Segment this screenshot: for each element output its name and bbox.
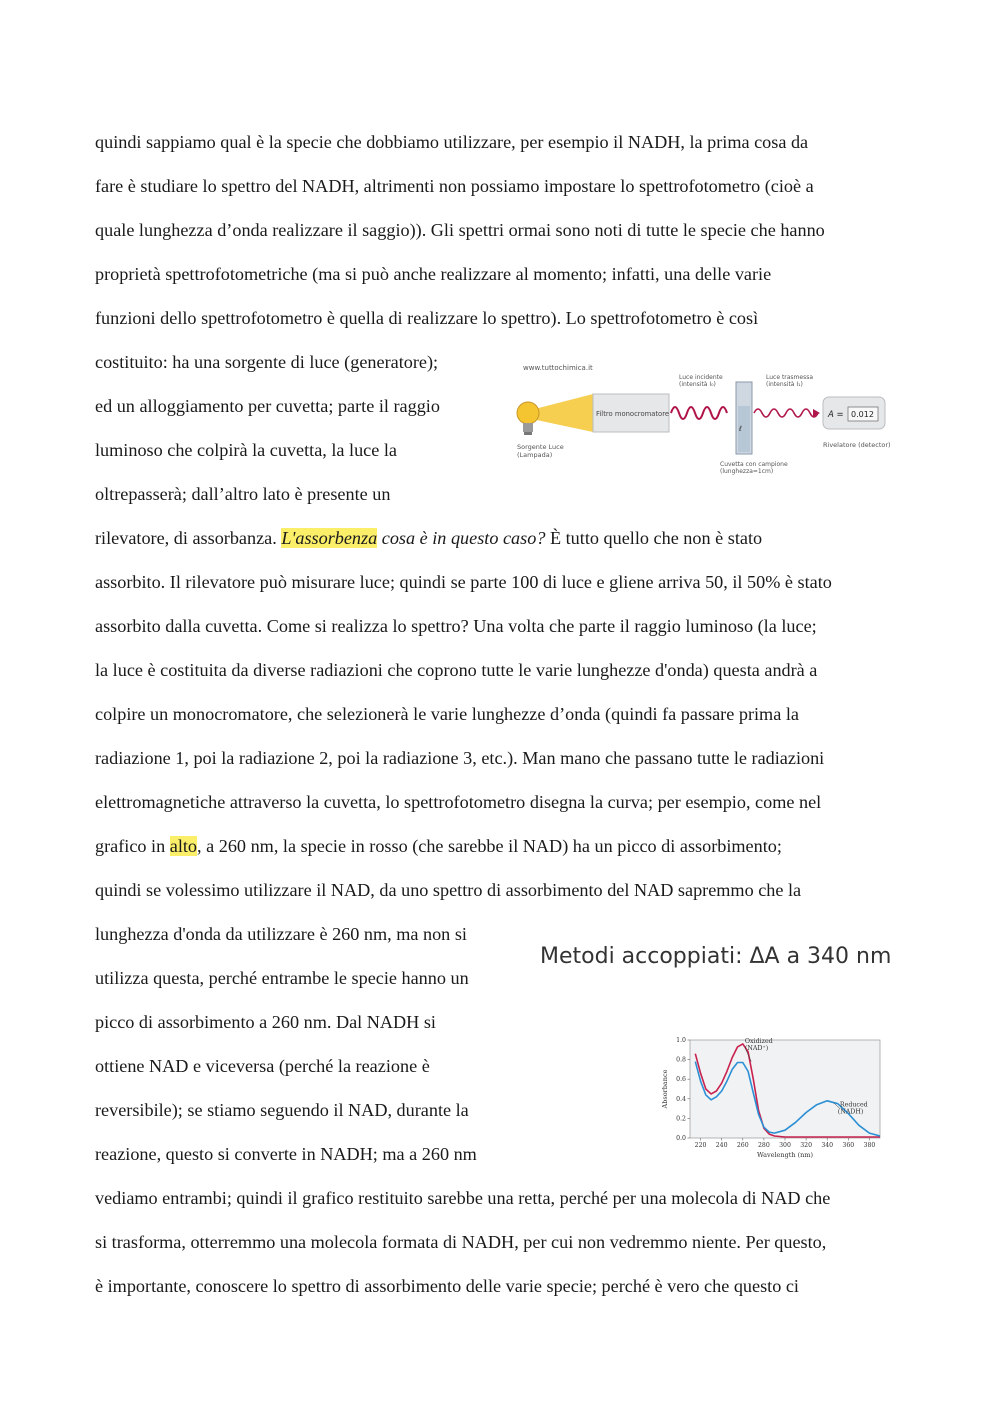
y-tick-label: 0.6 bbox=[676, 1076, 686, 1084]
source-site-label: www.tuttochimica.it bbox=[523, 364, 593, 372]
text-line: è importante, conoscere lo spettro di assorbimento delle varie specie; perché è vero che questo ci bbox=[95, 1276, 799, 1296]
y-axis-label: Absorbance bbox=[661, 1069, 669, 1109]
text-line: oltrepasserà; dall’altro lato è presente un bbox=[95, 484, 391, 504]
absorbance-readout-prefix: A = bbox=[828, 410, 844, 420]
text-line: quale lunghezza d’onda realizzare il saggio)). Gli spettri ormai sono noti di tutte le specie che hanno bbox=[95, 220, 825, 240]
text-line: vediamo entrambi; quindi il grafico restituito sarebbe una retta, perché per una molecola di NAD che bbox=[95, 1188, 831, 1208]
lamp-icon bbox=[517, 402, 539, 435]
text-line bbox=[95, 527, 762, 549]
series-label-oxidized-sub: (NAD⁺) bbox=[744, 1044, 769, 1052]
spectrophotometer-diagram bbox=[505, 356, 895, 484]
incident-light-wave bbox=[671, 407, 727, 419]
text-line: lunghezza d'onda da utilizzare è 260 nm, ma non si bbox=[95, 924, 467, 944]
source-label: Sorgente Luce bbox=[517, 443, 564, 451]
text-line: si trasforma, otterremmo una molecola formata di NADH, per cui non vedremmo niente. Per questo, bbox=[95, 1232, 827, 1252]
italic-question: cosa è in questo caso? bbox=[377, 528, 546, 548]
x-tick-label: 380 bbox=[863, 1142, 876, 1149]
x-tick-label: 300 bbox=[779, 1142, 791, 1149]
y-tick-label: 0.8 bbox=[676, 1056, 686, 1064]
cuvette-label: Cuvetta con campione bbox=[720, 461, 788, 468]
text-line: assorbito. Il rilevatore può misurare luce; quindi se parte 100 di luce e gliene arriva 50, il 50% è stato bbox=[95, 572, 832, 592]
x-tick-label: 320 bbox=[800, 1142, 813, 1149]
y-tick-label: 0.2 bbox=[676, 1115, 686, 1123]
text-line: elettromagnetiche attraverso la cuvetta, lo spettrofotometro disegna la curva; per esempio, come nel bbox=[95, 792, 822, 812]
cuvette-label-sub: (lunghezza=1cm) bbox=[720, 468, 774, 475]
highlighted-term: L'assorbenza bbox=[281, 528, 378, 548]
text-line: reversibile); se stiamo seguendo il NAD, durante la bbox=[95, 1100, 469, 1120]
y-tick-label: 0.4 bbox=[676, 1095, 686, 1103]
text-line: costituito: ha una sorgente di luce (generatore); bbox=[95, 352, 439, 372]
text-line: utilizza questa, perché entrambe le specie hanno un bbox=[95, 968, 469, 988]
text-line bbox=[95, 835, 782, 857]
x-axis-label: Wavelength (nm) bbox=[756, 1151, 814, 1159]
text-line: radiazione 1, poi la radiazione 2, poi la radiazione 3, etc.). Man mano che passano tutte le radiazioni bbox=[95, 748, 825, 768]
text-line: funzioni dello spettrofotometro è quella di realizzare lo spettro). Lo spettrofotometro è così bbox=[95, 308, 759, 328]
transmitted-label-sub: (intensità I₁) bbox=[766, 381, 803, 388]
text-run: È tutto quello che non è stato bbox=[545, 528, 763, 548]
text-line: luminoso che colpirà la cuvetta, la luce la bbox=[95, 440, 397, 460]
text-line: reazione, questo si converte in NADH; ma a 260 nm bbox=[95, 1144, 477, 1164]
monochromator-label: Filtro monocromatore bbox=[596, 410, 670, 418]
x-tick-label: 360 bbox=[842, 1142, 855, 1149]
series-label-reduced: Reduced bbox=[839, 1101, 868, 1109]
text-line: quindi se volessimo utilizzare il NAD, da uno spettro di assorbimento del NAD sapremmo che la bbox=[95, 880, 802, 900]
transmitted-light-wave bbox=[754, 409, 818, 417]
text-run: grafico in bbox=[95, 836, 170, 856]
figure-title: Metodi accoppiati: ΔA a 340 nm bbox=[540, 944, 892, 969]
x-tick-label: 240 bbox=[715, 1142, 728, 1149]
incident-label-sub: (intensità I₀) bbox=[679, 381, 716, 388]
highlighted-term: alto bbox=[169, 836, 198, 856]
text-line: la luce è costituita da diverse radiazioni che coprono tutte le varie lunghezze d'onda) questa andrà a bbox=[95, 660, 818, 680]
series-label-oxidized: Oxidized bbox=[744, 1037, 773, 1045]
transmitted-label: Luce trasmessa bbox=[766, 374, 814, 381]
x-tick-label: 340 bbox=[821, 1142, 834, 1149]
x-tick-label: 280 bbox=[757, 1142, 770, 1149]
absorbance-readout-value: 0.012 bbox=[851, 410, 874, 419]
text-line: ed un alloggiamento per cuvetta; parte il raggio bbox=[95, 396, 440, 416]
text-line: ottiene NAD e viceversa (perché la reazione è bbox=[95, 1056, 430, 1076]
detector-label: Rivelatore (detector) bbox=[823, 441, 891, 449]
text-run: , a 260 nm, la specie in rosso (che sarebbe il NAD) ha un picco di assorbimento; bbox=[197, 836, 782, 856]
text-line: colpire un monocromatore, che selezionerà le varie lunghezze d’onda (quindi fa passare prima la bbox=[95, 704, 799, 724]
incident-label: Luce incidente bbox=[679, 374, 723, 381]
x-tick-label: 220 bbox=[694, 1142, 707, 1149]
text-line: fare è studiare lo spettro del NADH, altrimenti non possiamo impostare lo spettrofotometro (cioè a bbox=[95, 176, 814, 196]
text-line: assorbito dalla cuvetta. Come si realizza lo spettro? Una volta che parte il raggio luminoso (la luce; bbox=[95, 616, 817, 636]
y-tick-label: 1.0 bbox=[676, 1037, 686, 1044]
text-line: proprietà spettrofotometriche (ma si può anche realizzare al momento; infatti, una delle varie bbox=[95, 264, 772, 284]
series-label-reduced-sub: (NADH) bbox=[837, 1108, 864, 1116]
y-tick-label: 0.0 bbox=[676, 1135, 686, 1142]
path-length-symbol: ℓ bbox=[739, 425, 742, 433]
source-label-sub: (Lampada) bbox=[517, 451, 553, 459]
text-line: picco di assorbimento a 260 nm. Dal NADH si bbox=[95, 1012, 436, 1032]
text-run: rilevatore, di assorbanza. bbox=[95, 528, 282, 548]
text-line: quindi sappiamo qual è la specie che dobbiamo utilizzare, per esempio il NADH, la prima cosa da bbox=[95, 132, 809, 152]
x-tick-label: 260 bbox=[736, 1142, 749, 1149]
absorbance-spectrum-chart bbox=[658, 1034, 888, 1164]
